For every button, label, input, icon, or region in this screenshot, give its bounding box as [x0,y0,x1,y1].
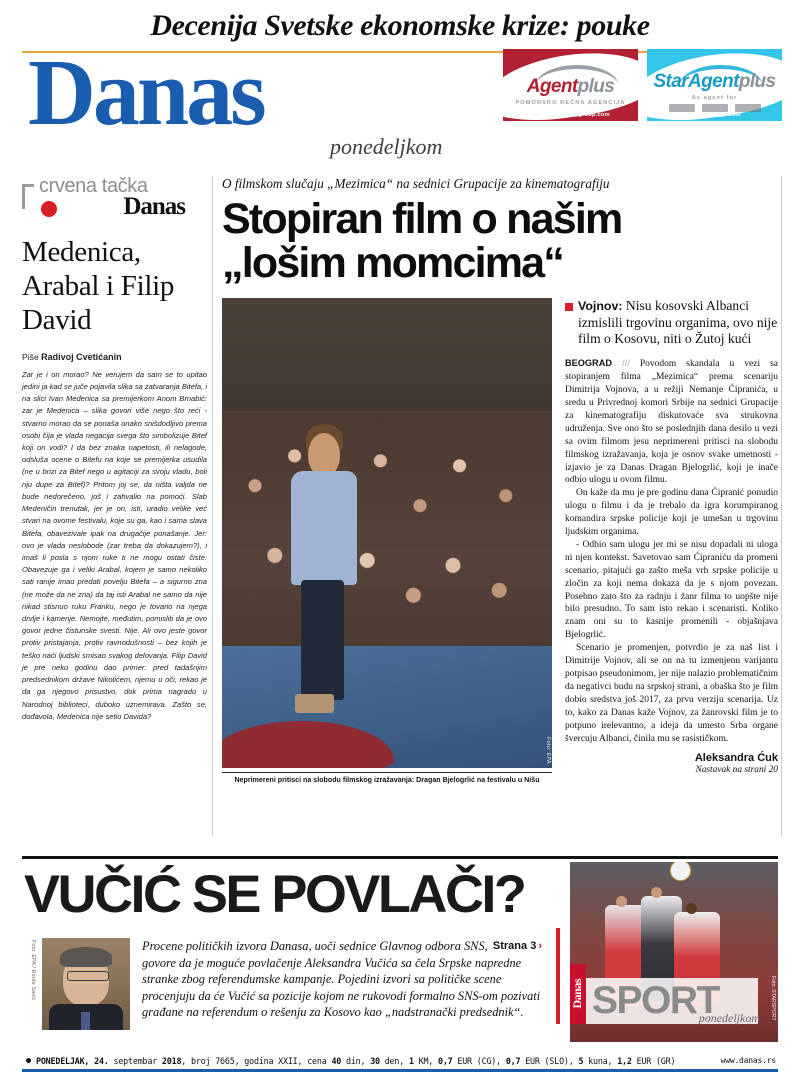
story-paragraph [565,357,778,487]
sport-wordmark: SPORT [592,979,719,1022]
ad-staragentplus-url: www.staragp.com [688,112,741,118]
photo-subject-person [291,443,357,716]
partner-logo-chip [735,104,761,112]
lead-story [222,176,778,798]
masthead [0,41,800,170]
footer-price-cg-unit: EUR (CG), [457,1056,501,1066]
ad-agentplus-content [503,49,638,121]
footer-price-mkd: 30 [370,1056,380,1066]
story-headline[interactable] [222,195,778,287]
ad-staragentplus-tagline: As agent for [691,94,738,101]
sport-danas-label: Danas [570,979,584,1009]
ad-agentplus-tagline: POMORSKO REČNA AGENCIJA [515,100,626,106]
red-square-icon [565,303,573,311]
footer-price-rsd: 40 [331,1056,342,1066]
footer-weekday: PONEDELJAK, [36,1056,90,1066]
footer-price-cg: 0,7 [438,1056,453,1066]
story-columns [222,298,778,798]
footer-price-gr: 1,2 [617,1056,632,1066]
footer-issue-label: broj [190,1056,211,1066]
story-paragraph: On kaže da mu je pre godinu dana Ćipranić ponudio ulogu u filmu i da je trebalo da igra korumpiranog komandira srpske policije koji je umešan u trgovinu ljudskim organima. [565,488,778,538]
ad-agentplus-wordmark: Agentplus [526,76,615,97]
story-kicker: O filmskom slučaju „Mezimica“ na sednici Grupacije za kinematografiju [222,176,610,191]
opinion-brand: Danas [123,193,185,220]
main-content-area [0,176,800,846]
ad-staragentplus-wordmark: StarAgentplus [653,70,776,92]
bullet-dot-icon [26,1058,31,1063]
footer-year: 2018 [161,1056,182,1066]
sport-player-head [616,896,627,907]
photo-subject-legs [301,580,345,700]
photo-subject-shoe [295,694,333,713]
masthead-subtitle: ponedeljkom [330,134,443,159]
story-paragraph: - Odbio sam ulogu jer mi se nisu dopadali ni uloga ni njen kontekst. Savetovao sam Ćipraniću da promeni scenario, pitajući ga zašto meša vrh srpske policije u zločin za koji nema dokaza da je s njom povezan. Posebno zato što za radnju i žanr filma to uopšte nije bilo presudno. To sam isto rekao i scenaristi. Koliko znam oni su to kasnije promenili - objašnjava Bjelogrlić. [565,539,778,641]
opinion-byline-label: Piše [22,351,39,362]
footer-issue: 7665, [215,1056,240,1066]
opinion-kicker: crvena tačka [39,175,148,197]
bottom-story-text [142,938,542,1021]
story-text-column [565,298,778,776]
opinion-byline-author: Radivoj Cvetićanin [41,351,122,362]
photo-crowd [222,411,552,660]
story-pullquote [565,298,778,349]
ad-staragentplus[interactable] [647,49,782,121]
sport-subtitle: ponedeljkom [698,1011,760,1025]
story-body [565,357,778,745]
footer-price-bam-unit: KM, [418,1056,434,1066]
opinion-title[interactable]: Medenica, Arabal i Filip David [22,236,175,337]
bottom-photo-tie [81,1012,91,1030]
partner-logo-chip [669,104,695,112]
story-dateline: BEOGRAD [565,358,612,369]
footer-price-slo: 0,7 [505,1056,521,1066]
vertical-divider-right [781,176,782,836]
story-paragraph: Scenario je promenjen, potvrdio je za naš list i Dimitrije Vojnov, ali se on na tu izmenjenu varijantu potpisao pseudonimom, jer nije nalazio problematičnim da negativci budu na srpskoj strani, a obaška što je film dobio sredstva još 2017, za prvu verziju scenarija. Uz to, kako za Danas kaže Vojnov, za žanrovski film je to potpuno irelevantno, a ideja da umesto Srba organe švercuju Albanci, činila mu se rasističkom. [565,643,778,744]
bottom-story-body: Procene političkih izvora Danasa, uoči sednice Glavnog odbora SNS, govore da je moguće povlačenje Aleksandra Vučića sa čela Srpske napredne stranke zbog referendumske kampanje. Pojedini izvori sa političke scene procenjuju da će Vučić sa pozicije kojom ne rukovodi formalno SNS-om pozivati građane na referendum o rešenju za Kosovo kao „nadstranački predsednik“. [142,939,541,1020]
footer-website-url[interactable]: www.danas.rs [720,1056,776,1065]
bottom-photo-hair [60,947,113,967]
footer-blue-rule [22,1069,778,1072]
ad-agentplus-url: www.agentplus-group.com [531,112,610,118]
footer-price-gr-unit: EUR (GR) [636,1056,676,1066]
footer-price-hrk: 5 [578,1056,584,1066]
vertical-divider-left [212,176,213,836]
promo-title: Decenija Svetske ekonomske krize: pouke [150,9,650,42]
ad-staragentplus-content [647,49,782,121]
sport-danas-badge [570,964,586,1024]
footer-volume: godina XXII, [244,1056,303,1066]
story-paragraph-text: Povodom skandala u vezi sa stopiranjem filma „Mezimica“ prema scenariju Dimitrija Vojnova, a u režiji Nemanje Ćipranića, u sredu u Privrednoj komori Srbije na sednici Grupacije za kinematografiju diskutovaće sva strukovna udruženja. Sve ono što se poslednjih dana desilo u vezi sa ovim filmom jesu neprimereni pritisci na slobodu filmskog izražavanja, koja je osnov svake umetnosti - izjavio je za Danas Dragan Bjelogrlić, koji je inače odbio ulogu u ovom filmu. [565,359,779,486]
masthead-ad-group [503,49,782,121]
footer-day: 24. [94,1056,109,1066]
story-headline-line1: Stopiran film o našim [222,195,622,243]
footer-price-label: cena [307,1056,327,1066]
story-headline-line2: „lošim momcima“ [222,238,563,287]
sport-promo-panel[interactable] [570,862,778,1042]
footer-price-hrk-unit: kuna, [588,1056,613,1066]
pullquote-text: Nisu kosovski Albanci izmislili trgovinu organima, ovo nije film o Kosovu, niti o Žutoj kući [578,297,778,347]
opinion-byline [22,352,207,362]
story-photo-credit: Foto: EPA [545,736,551,764]
bottom-page-reference[interactable] [493,939,542,954]
footer-price-slo-unit: EUR (SLO), [525,1056,574,1066]
footer-price-rsd-unit: din, [345,1056,366,1066]
story-author: Aleksandra Ćuk [694,752,778,765]
story-continued-ref[interactable]: Nastavak na strani 20 [695,765,778,776]
chevron-right-icon: › [538,940,542,952]
story-photo-caption: Neprimereni pritisci na slobodu filmskog izražavanja: Dragan Bjelogrlić na festivalu u Nišu [222,772,552,785]
red-dot-icon [41,201,57,217]
photo-subject-shirt [291,471,357,585]
pullquote-speaker: Vojnov: [578,298,623,313]
danas-logo[interactable]: Danas [28,41,264,145]
opinion-column [22,176,207,723]
dateline-separator: /// [621,359,630,370]
bottom-story-section [0,866,800,1051]
bottom-photo-credit: Foto: EPA / Đorđe Savić [30,940,36,1001]
bottom-page-label: Strana 3 [492,940,537,952]
bottom-section-rule [22,856,778,859]
photo-subject-head [308,433,340,477]
ad-agentplus[interactable] [503,49,638,121]
footer-price-mkd-unit: den, [384,1056,405,1066]
bottom-photo-glasses [67,971,109,981]
bottom-headline[interactable]: VUČIĆ SE POVLAČI? [24,865,525,924]
page-footer [0,1056,800,1072]
bracket-decoration-icon [22,184,34,209]
partner-logo-chip [702,104,728,112]
sport-photo-credit: Foto: STARSPORT [770,975,776,1020]
ad-partner-logos [669,104,761,112]
story-photo [222,298,552,768]
footer-month: septembar [113,1056,158,1066]
bottom-photo [42,938,130,1030]
footer-price-bam: 1 [408,1056,414,1066]
opinion-body-text: Zar je i on morao? Ne verujem da sam se to upitao jedini ja kad se juče pojavila slika sa zatvaranja Bitefa, i na slici Ivan Medenica sa premijerkom Anom Brnabić: zar je Medenica – slika govori više nego što reći - stvarno morao da se ponaša onako snišdodljivo prema osobi čija je vlada negacija svega što simbolizuje Bitef koji on vodi? I da bez znaka napetosti, ili nelagode, odsluša ocene o Bitefu na koje se premijerka usudila (ne u brizi za Bitef nego u agitaciji za svoju vladu, boli nju dupe za Bitef)? Pritom joj se, da ništa valjda ne bude nedorečeno, još i zahvalio na pomoći. Slab Medeničin trenutak, jer je on, isti, uradio velike već stvari na ovome festivalu, koje su ga, kao i sama slava Bitefa, obavezivale ipak na drugačije ponašanje. Jer: ovo je vlada neslobode (zar treba da dokazujem?), i imaš li posla s njom ruke ti ne mogu ostati čiste. Obavezuje ga i veliki Arabal, kojem je samo nekoliko sati ranije imao predati povelju Bitefa – a sigurno zna (ne može da ne zna) da taj isti Arabal ne samo da nije nikad stisnuo ruku Franku, nego je tovario na njega drvlje i kamenje. Nemojte, međutim, pomisliti da je ovo govor jedne čistunske svesti. Nije. Ali ovo jeste govor protiv pristajanja, protiv ravnodušnosti – bez kojih je teško naći ljudski smisao svakog delovanja. Filip David je pre neku godinu dao primer: pred tadašnjim predsednikom države Nikolićem, njemu u oči, rekao je da ga njegovo prisustvo, dok prima nagradu u Narodnoj biblioteci, duboko uznemirava. Zašto se, dođavola, Medenica nije setio Davida? [22,369,207,721]
red-accent-bar [556,928,560,1024]
footer-info-line: PONEDELJAK, 24. septembar 2018, broj 7665, godina XXII, cena 40 din, 30 den, 1 KM, 0,7 EUR (CG), 0,7 EUR (SLO), 5 kuna, 1,2 EUR (GR) www.danas.rs [0,1056,800,1066]
